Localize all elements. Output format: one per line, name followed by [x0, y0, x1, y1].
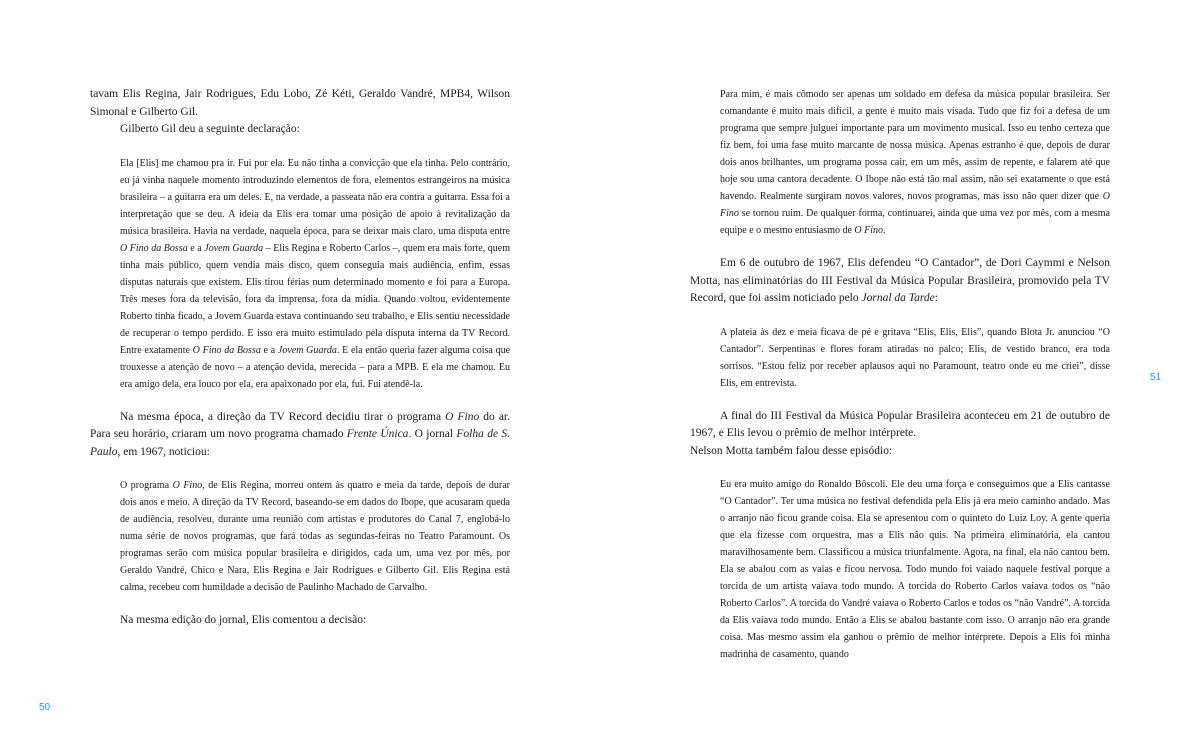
quote-segment: Para mim, é mais cômodo ser apenas um soldado em defesa da música popular brasileira. Ser comandante é muito mais difícil, a gente é muito mais visada. Tudo que fiz foi a defesa de um programa que sempre julguei importante para um movimento musical. Isso eu tenho certeza que fiz bem, foi uma fase muito marcante de nossa música. Apenas estranho é que, depois de durar dois anos brilhantes, um programa possa cair, em um mês, assim de repente, e falarem até que hoje sou uma cantora decadente. O Ibope não está tão mal assim, não sei exatamente o que está havendo. Realmente surgiram novos valores, novos programas, mas isso não quer dizer que	[720, 89, 1110, 202]
quote-segment: O programa	[120, 480, 173, 491]
program-title: O Fino da Bossa	[192, 344, 261, 356]
text-segment: , em 1967, noticiou:	[117, 445, 210, 458]
text-segment: Em 6 de outubro de 1967, Elis defendeu “O Cantador”, de Dori Caymmi e Nelson Motta, nas eliminatórias do III Festival da Música Popular Brasileira, promovido pela TV Record, que foi assim noticiado pelo	[690, 257, 1110, 304]
quote-text	[120, 477, 510, 596]
text-segment: . O jornal	[408, 428, 457, 440]
nelson-motta-quote	[720, 476, 1110, 663]
gilberto-gil-quote	[120, 155, 510, 393]
program-title: O Fino da Bossa	[120, 242, 188, 254]
quote-segment: Ela [Elis] me chamou pra ir. Fui por ela. Eu não tinha a convicção que ela tinha. Pelo contrário, eu já vinha naquele momento introduzindo elementos de fora, elementos estrangeiros na música brasileira – a guitarra era um deles. E, na verdade, a passeata não era contra a guitarra. Essa foi a interpretação que se deu. A ideia da Elis era tomar uma posição de apoio à revitalização da música brasileira. Havia na verdade, naquela época, para se deixar mais claro, uma disputa entre	[120, 157, 510, 237]
folha-quote	[120, 477, 510, 596]
paragraph-lead-in: Nelson Motta também falou desse episódio:	[690, 444, 893, 457]
program-title: O Fino	[720, 191, 1110, 219]
program-title: O Fino	[854, 225, 884, 236]
quote-segment: , de Elis Regina, morreu ontem às quatro e meia da tarde, depois de durar dois anos e meio. A direção da TV Record, baseando-se em dados do Ibope, que acusaram queda de audiência, resolveu, durante uma reunião com artistas e produtores do Canal 7, englobá-lo numa série de novos programas, que fará todas as segundas-feiras no Teatro Paramount. Os programas serão com música popular brasileira e dirigidos, cada um, uma vez por mês, por Geraldo Vandré, Chico e Nara, Elis Regina e Jair Rodrigues e Gilberto Gil. Elis Regina está calma, recebeu com humildade a decisão de Paulinho Machado de Carvalho.	[120, 480, 510, 593]
newspaper-title: Folha de S. Paulo	[90, 428, 510, 458]
page-number: 51	[1150, 372, 1162, 383]
program-title: Frente Única	[346, 428, 409, 440]
quote-segment: se tornou ruim. De qualquer forma, continuarei, ainda que uma vez por mês, com a mesma equipe e o mesmo entusiasmo de	[720, 208, 1110, 236]
quote-segment: e a	[187, 242, 205, 254]
paragraph-text	[90, 409, 510, 462]
text-segment: do ar. Para seu horário, criaram um novo programa chamado	[90, 410, 510, 440]
intro-text: tavam Elis Regina, Jair Rodrigues, Edu Lobo, Zé Kéti, Geraldo Vandré, MPB4, Wilson Simonal e Gilberto Gil.	[90, 88, 510, 118]
newspaper-title: Jornal da Tarde	[861, 292, 935, 304]
quote-text: A plateia às dez e meia ficava de pé e gritava “Elis, Elis, Elis”, quando Blota Jr. anunciou “O Cantador”. Serpentinas e flores foram atiradas no palco; Elis, de vestido branco, era toda sorrisos. “Estou feliz por receber aplausos aqui no Paramount, teatro onde eu me criei”, disse Elis, em entrevista.	[720, 326, 1110, 389]
quote-segment: . E ela então queria fazer alguma coisa que trouxesse a atenção de novo – a atenção devida, merecida – para a MPB. E ela me chamou. Eu era amigo dela, era louco por ela, era apaixonado por ela, fui. Fui atendê-la.	[120, 344, 511, 390]
intro-lead-in: Gilberto Gil deu a seguinte declaração:	[120, 123, 300, 135]
quote-segment: .	[883, 225, 886, 236]
festival-paragraph	[690, 255, 1110, 308]
program-title: Jovem Guarda	[277, 344, 337, 356]
paragraph-text	[690, 255, 1110, 308]
quote-text	[120, 155, 510, 393]
text-segment: Na mesma época, a direção da TV Record decidiu tirar o programa	[120, 410, 446, 423]
page-number: 50	[39, 702, 51, 713]
quote-text: Eu era muito amigo do Ronaldo Bôscoli. Ele deu uma força e conseguimos que a Elis cantasse “O Cantador”. Ter uma música no festival defendida pela Elis já era meio caminho andado. Mas o arranjo não ficou grande coisa. Ela se apresentou com o quinteto do Luiz Loy. A gente queria que ela fizesse com orquestra, mas a Elis não quis. Na primeira eliminatória, ela cantou maravilhosamente bem. Classificou a música triunfalmente. Agora, na final, ela não cantou bem. Ela se abalou com as vaias e ficou nervosa. Todo mundo foi vaiado naquele festival porque a torcida de um artista vaiava todo mundo. A torcida do Roberto Carlos vaiava todos os “não Roberto Carlos”. A torcida do Vandré vaiava o Roberto Carlos e todos os “não Vandré”. A torcida da Elis vaiava todo mundo. Então a Elis se abalou bastante com isso. O arranjo não era grande coisa. Mas mesmo assim ela ganhou o prêmio de melhor intérprete. Depois a Elis foi minha madrinha de casamento, quando	[720, 479, 1110, 660]
closing-paragraph	[90, 612, 510, 630]
final-paragraph	[690, 408, 1110, 461]
jornal-da-tarde-quote	[720, 324, 1110, 392]
right-page	[600, 0, 1200, 750]
elis-quote	[720, 86, 1110, 239]
quote-segment: e a	[260, 344, 278, 356]
quote-text	[720, 86, 1110, 239]
program-title: O Fino	[172, 480, 203, 491]
intro-paragraph	[90, 86, 510, 139]
tv-record-paragraph	[90, 409, 510, 462]
program-title: Jovem Guarda	[204, 242, 264, 254]
paragraph-text: Na mesma edição do jornal, Elis comentou a decisão:	[120, 614, 367, 626]
paragraph-text: A final do III Festival da Música Popular Brasileira aconteceu em 21 de outubro de 1967, e Elis levou o prêmio de melhor intérprete.	[690, 409, 1110, 439]
quote-segment: – Elis Regina e Roberto Carlos –, quem era mais forte, quem tinha mais público, quem vendia mais disco, quem conseguia mais audiência, enfim, essas disputas naturais que existem. Elis tirou férias num determinado momento e foi para a Europa. Três meses fora da televisão, fora da imprensa, fora da mídia. Quando voltou, evidentemente Roberto tinha ficado, a Jovem Guarda estava continuando seu trabalho, e Elis sentiu necessidade de recuperar o tempo perdido. E isso era muito estimulado pela disputa interna da TV Record. Entre exatamente	[120, 242, 510, 356]
program-title: O Fino	[445, 410, 480, 423]
text-segment: :	[934, 292, 938, 304]
